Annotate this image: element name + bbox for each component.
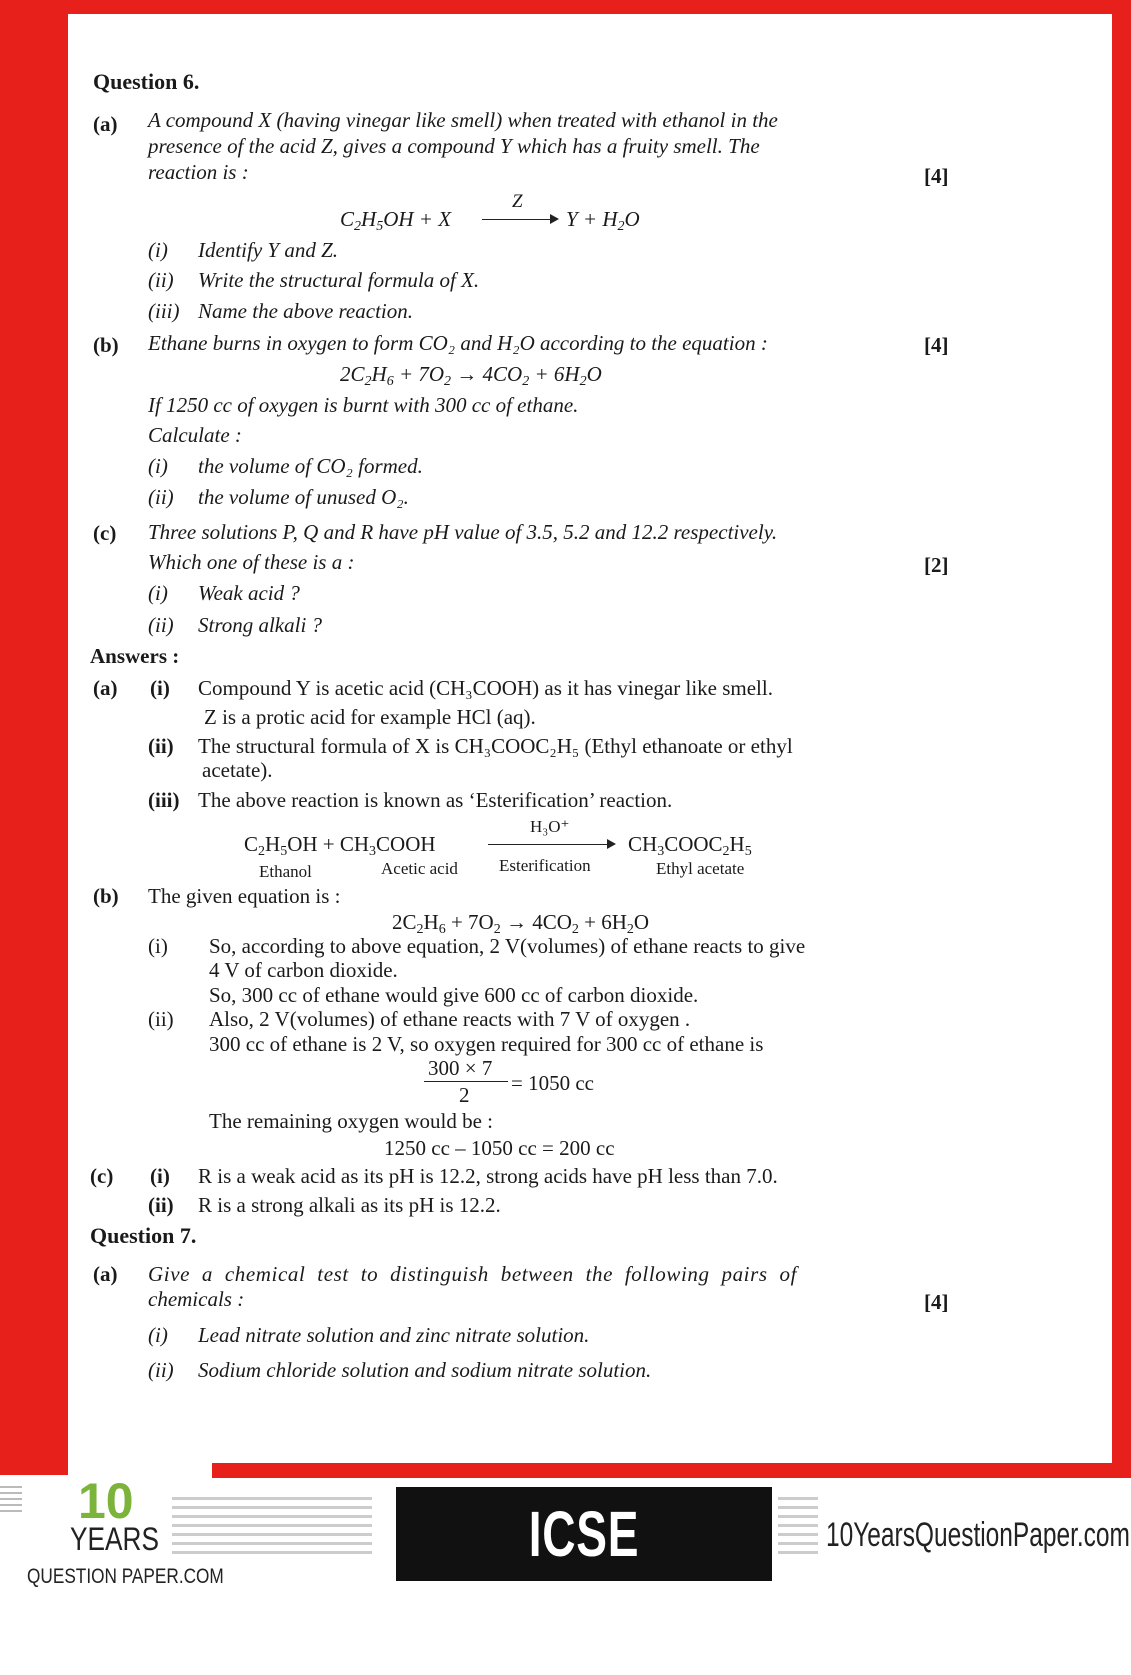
ans-b-i-line3: So, 300 cc of ethane would give 600 cc of carbon dioxide. [209,983,699,1007]
eq-arrow-head [550,214,559,224]
question-7-title: Question 7. [90,1223,197,1248]
frac-result: = 1050 cc [511,1071,594,1095]
red-frame-top [0,0,1131,14]
ans-b-ii-line2: 300 cc of ethane is 2 V, so oxygen required for 300 cc of ethane is [209,1032,764,1056]
q6c-sub-i-num: (i) [148,581,168,605]
q7a-marks: [4] [924,1290,949,1314]
banner-stripes-left [172,1497,372,1557]
ans-a-label: (a) [93,676,118,700]
q6a-text-line1: A compound X (having vinegar like smell) when treated with ethanol in the [148,108,778,132]
q6b-marks: [4] [924,333,949,357]
q6a-sub-iii-text: Name the above reaction. [198,299,413,323]
ans-b-i-num: (i) [148,934,168,958]
q6b-sub-i-text: the volume of CO₂ formed. [198,454,423,478]
q6b-text-line1: Ethane burns in oxygen to form CO₂ and H₂O according to the equation : [148,331,768,355]
q6c-label: (c) [93,521,117,545]
q6c-sub-ii-num: (ii) [148,613,174,637]
eq-products: $Y + H_2O$ [566,207,640,234]
ans-c-ii-text: R is a strong alkali as its pH is 12.2. [198,1193,501,1217]
q6c-marks: [2] [924,553,949,577]
banner-text: ICSE BOARD X [475,1498,693,1664]
q6a-sub-iii-num: (iii) [148,299,180,323]
ans-b-label: (b) [93,884,119,908]
q6a-sub-i-num: (i) [148,238,168,262]
q6b-text-line3: Calculate : [148,423,242,447]
q7a-sub-i-text: Lead nitrate solution and zinc nitrate solution. [198,1323,590,1347]
q7a-sub-i-num: (i) [148,1323,168,1347]
q6a-sub-i-text: Identify Y and Z. [198,238,338,262]
ans-b-ii-line1: Also, 2 V(volumes) of ethane reacts with 7 V of oxygen . [209,1007,691,1031]
logo-years: YEARS [70,1521,159,1557]
frac-numerator: 300 × 7 [428,1056,493,1080]
frac-bar [424,1081,508,1082]
red-frame-bottom [212,1463,1131,1478]
q6b-equation: $2C_2H_6 + 7O_2 \to 4CO_2 + 6H_2O$ [340,362,602,389]
q7a-label: (a) [93,1262,118,1286]
ans-b-i-line2: 4 V of carbon dioxide. [209,958,398,982]
q6a-marks: [4] [924,164,949,188]
ans-a-ii-line1: The structural formula of X is CH₃COOC₂H₅ (Ethyl ethanoate or ethyl [198,734,793,758]
q6c-text-line2: Which one of these is a : [148,550,355,574]
q6b-sub-ii-num: (ii) [148,485,174,509]
eq2-reactants: $C_2H_5OH$ + $CH_3COOH$ [244,832,436,859]
q6a-text-line3: reaction is : [148,160,249,184]
q6c-text-line1: Three solutions P, Q and R have pH value of 3.5, 5.2 and 12.2 respectively. [148,520,778,544]
q6a-label: (a) [93,112,118,136]
logo-stripes-left [0,1482,70,1522]
ans-a-ii-line2: acetate). [202,758,273,782]
website-link[interactable]: 10YearsQuestionPaper.com [826,1516,1130,1554]
q6b-sub-i-num: (i) [148,454,168,478]
frac-denominator: 2 [459,1083,470,1107]
ans-a-i-line1: Compound Y is acetic acid (CH₃COOH) as it has vinegar like smell. [198,676,773,700]
ans-b-intro: The given equation is : [148,884,341,908]
red-frame-left [0,0,68,1475]
eq2-arrow-head [607,839,616,849]
red-frame-right [1112,0,1131,1475]
q6a-sub-ii-text: Write the structural formula of X. [198,268,480,292]
eq2-label-acetic: Acetic acid [381,859,458,878]
ans-c-label: (c) [90,1164,114,1188]
ans-a-i-num: (i) [150,676,170,700]
ans-a-iii-line1: The above reaction is known as ‘Esterification’ reaction. [198,788,673,812]
ans-b-remaining: The remaining oxygen would be : [209,1109,494,1133]
ans-b-i-line1: So, according to above equation, 2 V(volumes) of ethane reacts to give [209,934,806,958]
ans-a-ii-num: (ii) [148,734,174,758]
logo-number: 10 [78,1473,134,1529]
q6b-label: (b) [93,333,119,357]
q7a-text-line2: chemicals : [148,1287,245,1311]
q6c-sub-ii-text: Strong alkali ? [198,613,323,637]
question-6-title: Question 6. [93,69,200,94]
ans-c-i-text: R is a weak acid as its pH is 12.2, strong acids have pH less than 7.0. [198,1164,778,1188]
eq2-label-ethanol: Ethanol [259,862,312,881]
ans-b-remaining-calc: 1250 cc – 1050 cc = 200 cc [384,1136,615,1160]
ans-b-equation: $2C_2H_6 + 7O_2 \to 4CO_2 + 6H_2O$ [392,910,650,937]
eq-catalyst-z: Z [512,191,523,212]
q6a-sub-ii-num: (ii) [148,268,174,292]
eq2-label-process: Esterification [499,856,591,875]
q6c-sub-i-text: Weak acid ? [198,581,300,605]
q6b-text-line2: If 1250 cc of oxygen is burnt with 300 cc of ethane. [148,393,579,417]
eq2-label-ester: Ethyl acetate [656,859,745,878]
q6a-text-line2: presence of the acid Z, gives a compound Y which has a fruity smell. The [148,134,760,158]
eq2-catalyst: H₃O⁺ [530,817,570,836]
eq-reactants: $C_2H_5OH + X$ [340,207,452,234]
q7a-text-line1: Give a chemical test to distinguish between the following pairs of [148,1262,798,1286]
eq2-arrow-line [488,844,610,845]
answers-title: Answers : [90,644,180,668]
ans-b-ii-num: (ii) [148,1007,174,1031]
eq2-product: $CH_3COOC_2H_5$ [628,832,752,859]
ans-a-i-line2: Z is a protic acid for example HCl (aq). [204,705,536,729]
q7a-sub-ii-num: (ii) [148,1358,174,1382]
eq-arrow-line [482,219,552,220]
ans-c-i-num: (i) [150,1164,170,1188]
ans-c-ii-num: (ii) [148,1193,174,1217]
q6b-sub-ii-text: the volume of unused O₂. [198,485,409,509]
ans-a-iii-num: (iii) [148,788,180,812]
banner-stripes-right [778,1497,818,1557]
logo-site-text: QUESTION PAPER.COM [27,1565,224,1588]
q7a-sub-ii-text: Sodium chloride solution and sodium nitrate solution. [198,1358,652,1382]
icse-board-banner [396,1487,772,1664]
